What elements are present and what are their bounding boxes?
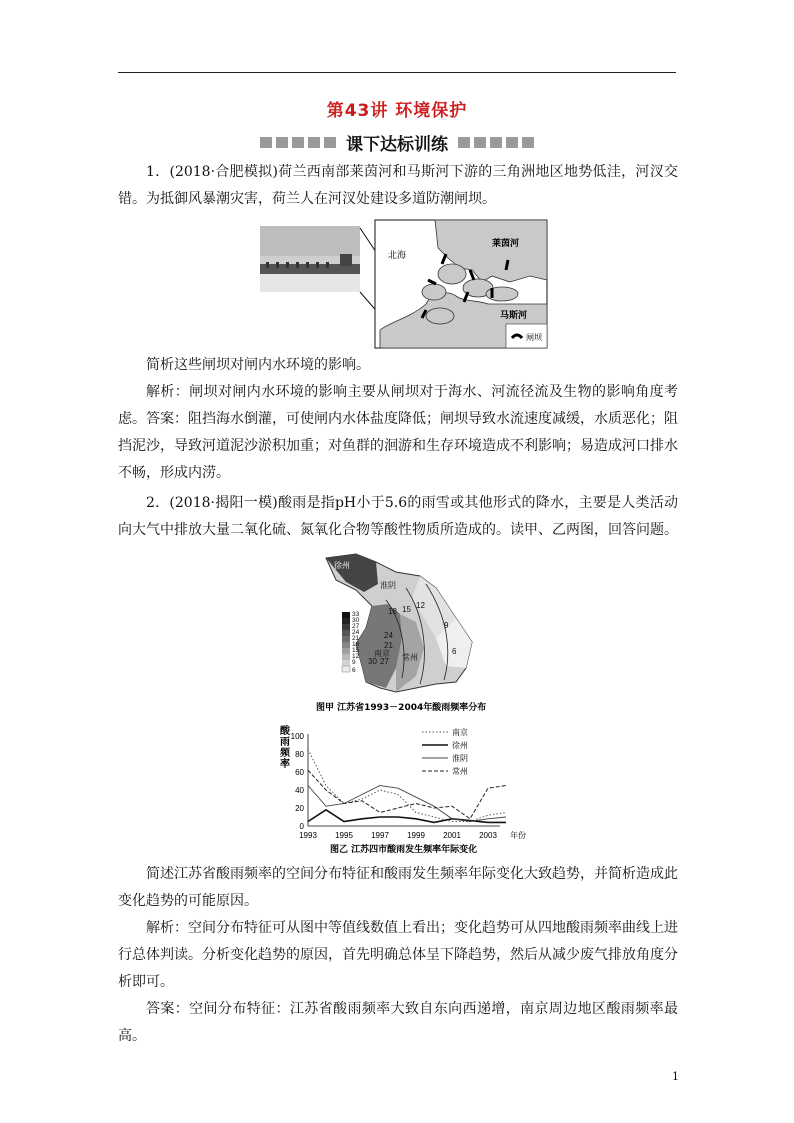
city-xuzhou: 徐州 [334, 561, 350, 570]
legend-dam: 闸坝 [526, 333, 542, 342]
map-caption: 图甲 江苏省1993－2004年酸雨频率分布 [316, 703, 487, 713]
delta-illustration [260, 218, 550, 350]
page-title: 第43讲 环境保护 [326, 101, 468, 121]
city-changzhou: 常州 [402, 653, 418, 662]
x-tick-label: 1997 [371, 831, 389, 840]
legend-label: 徐州 [452, 741, 468, 750]
banner-square [292, 137, 304, 148]
banner-square [474, 137, 486, 148]
legend-9: 9 [352, 659, 356, 666]
y-axis-label: 酸雨频率 [280, 726, 290, 770]
legend-24: 24 [352, 629, 360, 636]
isoline-30: 30 [368, 657, 377, 666]
city-nanjing: 南京 [374, 649, 390, 658]
banner-square [506, 137, 518, 148]
isoline-12: 12 [416, 601, 425, 610]
label-rhine: 莱茵河 [492, 238, 520, 248]
isoline-9: 9 [444, 621, 449, 630]
series-line-淮阴 [308, 786, 506, 822]
banner-square [490, 137, 502, 148]
isoline-27: 27 [380, 657, 389, 666]
banner-square [324, 137, 336, 148]
legend-18: 18 [352, 641, 360, 648]
legend-21: 21 [352, 635, 360, 642]
label-maas: 马斯河 [500, 310, 528, 320]
delta-figure [260, 218, 550, 350]
isoline-24: 24 [384, 631, 393, 640]
x-tick-label: 1993 [299, 831, 317, 840]
banner-square [260, 137, 272, 148]
jiangsu-map-figure [316, 548, 516, 714]
chart-title: 图乙 江苏四市酸雨发生频率年际变化 [330, 845, 478, 855]
city-huaiyin: 淮阴 [380, 581, 396, 590]
series-line-常州 [308, 770, 506, 819]
series-line-南京 [308, 750, 506, 822]
header-rule [118, 72, 676, 73]
line-chart-svg [272, 718, 532, 858]
x-axis-label: 年份 [510, 831, 526, 840]
banner-square [308, 137, 320, 148]
legend-6: 6 [352, 667, 356, 674]
page-number: 1 [672, 1070, 679, 1083]
section-banner [0, 130, 794, 154]
banner-square [522, 137, 534, 148]
isoline-15: 15 [402, 605, 411, 614]
isoline-21: 21 [384, 641, 393, 650]
y-tick-label: 40 [295, 786, 304, 795]
q2-analysis: 解析：空间分布特征可从图中等值线数值上看出；变化趋势可从四地酸雨频率曲线上进行总体判读。分析变化趋势的原因，首先明确总体呈下降趋势，然后从减少废气排放角度分析即可。 [118, 920, 678, 990]
x-tick-label: 1999 [407, 831, 425, 840]
legend-12: 12 [352, 653, 360, 660]
x-tick-label: 2001 [443, 831, 461, 840]
section-subtitle: 课下达标训练 [346, 134, 448, 155]
y-tick-label: 20 [295, 804, 304, 813]
banner-square [458, 137, 470, 148]
q1-question: 简析这些闸坝对闸内水环境的影响。 [146, 357, 370, 373]
q1-stem: 1．(2018·合肥模拟)荷兰西南部莱茵河和马斯河下游的三角洲地区地势低洼，河汊交错。为抵御风暴潮灾害，荷兰人在河汊处建设多道防潮闸坝。 [118, 164, 678, 207]
x-tick-label: 2003 [479, 831, 497, 840]
y-tick-label: 0 [299, 822, 304, 831]
y-tick-label: 100 [290, 732, 304, 741]
y-tick-label: 80 [295, 750, 304, 759]
legend-30: 30 [352, 617, 360, 624]
x-tick-label: 1995 [335, 831, 353, 840]
q2-answer: 答案：空间分布特征：江苏省酸雨频率大致自东向西递增，南京周边地区酸雨频率最高。 [118, 1001, 678, 1044]
q2-stem: 2．(2018·揭阳一模)酸雨是指pH小于5.6的雨雪或其他形式的降水，主要是人类活动向大气中排放大量二氧化硫、氮氧化合物等酸性物质所造成的。读甲、乙两图，回答问题。 [118, 495, 678, 538]
y-tick-label: 60 [295, 768, 304, 777]
map-legend-scale [342, 611, 360, 674]
legend-27: 27 [352, 623, 360, 630]
legend-label: 淮阴 [452, 754, 468, 763]
jiangsu-map [316, 548, 516, 714]
q1-answer: 答案：阻挡海水倒灌，可使闸内水体盐度降低；闸坝导致水流速度减缓，水质恶化；阻挡泥沙，导致河道泥沙淤积加重；对鱼群的洄游和生存环境造成不利影响；易造成河口排水不畅，形成内涝。 [118, 411, 678, 481]
acid-rain-chart [272, 718, 532, 858]
dam-photo [260, 226, 360, 292]
legend-33: 33 [352, 611, 360, 618]
legend-label: 常州 [452, 767, 468, 776]
isoline-6: 6 [452, 647, 457, 656]
q1-analysis: 解析：闸坝对闸内水环境的影响主要从闸坝对于海水、河流径流及生物的影响角度考虑。 [118, 384, 678, 427]
legend-label: 南京 [452, 728, 468, 737]
q2-question: 简述江苏省酸雨频率的空间分布特征和酸雨发生频率年际变化大致趋势，并简析造成此变化趋势的可能原因。 [118, 866, 678, 909]
banner-square [276, 137, 288, 148]
label-north-sea: 北海 [388, 250, 407, 260]
isoline-18: 18 [388, 607, 397, 616]
legend-15: 15 [352, 647, 360, 654]
